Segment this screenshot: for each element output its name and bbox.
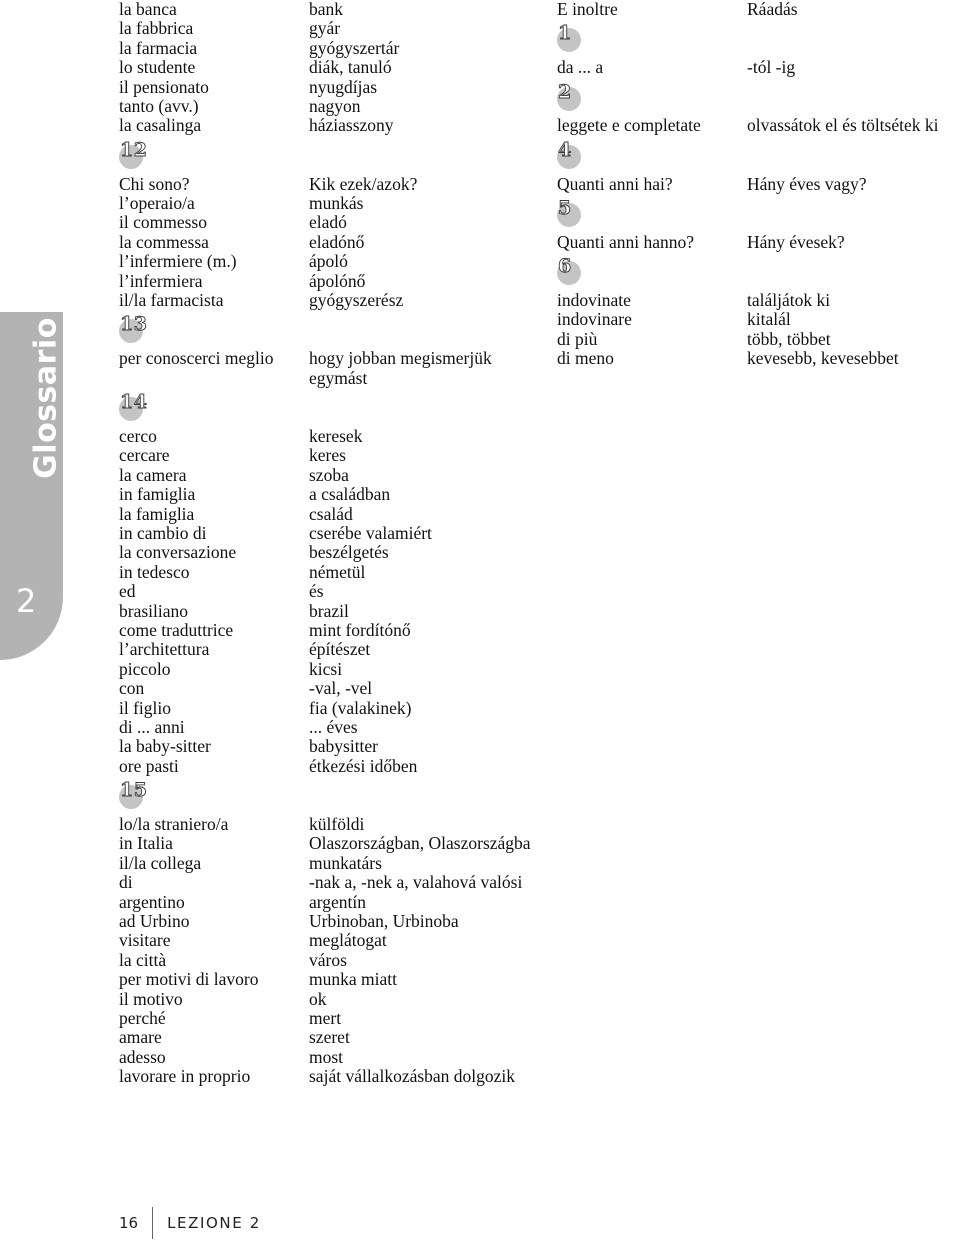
italian-term: lavorare in proprio [119, 1066, 251, 1087]
hungarian-translation: bank [309, 0, 344, 19]
hungarian-translation: ápolónő [309, 270, 366, 291]
hungarian-translation: meglátogat [309, 930, 387, 951]
hungarian-translation: szoba [309, 464, 349, 485]
hungarian-translation: babysitter [309, 736, 379, 757]
italian-term: in famiglia [119, 484, 196, 505]
hungarian-translation: Kik ezek/azok? [309, 173, 418, 194]
exercise-number-badge [119, 138, 148, 169]
glossary-entry [119, 640, 549, 659]
italian-term: la casalinga [119, 115, 202, 136]
italian-term: la farmacia [119, 37, 198, 58]
glossary-entry [557, 58, 957, 77]
glossary-column-left [119, 0, 549, 1087]
glossary-entry [119, 718, 549, 737]
glossary-entry [557, 330, 957, 349]
exercise-section [119, 136, 549, 175]
exercise-number-badge [557, 80, 581, 111]
hungarian-translation: város [309, 949, 347, 970]
glossary-entry [119, 621, 549, 640]
italian-term: di più [557, 328, 598, 349]
glossary-entry [557, 233, 957, 252]
exercise-number: 2 [558, 80, 572, 103]
hungarian-translation: Ráadás [747, 0, 798, 19]
exercise-number-badge [557, 255, 581, 285]
exercise-section [119, 310, 549, 349]
glossary-entry [119, 1048, 549, 1067]
glossary-entry [119, 699, 549, 718]
italian-term: per conoscerci meglio [119, 348, 274, 369]
glossary-entry [119, 272, 549, 291]
italian-term: l’infermiera [119, 270, 203, 291]
glossary-entry [119, 660, 549, 679]
glossary-entry [119, 427, 549, 446]
hungarian-translation: nyugdíjas [309, 76, 378, 97]
exercise-section [557, 78, 957, 117]
italian-term: indovinate [557, 290, 631, 311]
exercise-number-badge [119, 391, 148, 421]
italian-term: il pensionato [119, 76, 209, 97]
hungarian-translation: család [309, 503, 353, 524]
italian-term: lo studente [119, 57, 196, 78]
glossary-entry [557, 175, 957, 194]
italian-term: ore pasti [119, 755, 179, 776]
glossary-entry [119, 19, 549, 38]
italian-term: cerco [119, 425, 157, 446]
glossary-entry [119, 194, 549, 213]
italian-term: Quanti anni hanno? [557, 231, 695, 252]
glossary-column-right [557, 0, 957, 369]
glossary-entry [119, 252, 549, 271]
hungarian-translation: több, többet [747, 328, 831, 349]
italian-term: Chi sono? [119, 173, 190, 194]
glossary-entry [119, 524, 549, 543]
page-number: 16 [119, 1214, 139, 1232]
italian-term: Quanti anni hai? [557, 173, 673, 194]
exercise-section [119, 776, 549, 815]
glossary-entry [119, 815, 549, 834]
exercise-number-badge [557, 138, 581, 169]
hungarian-translation: mert [309, 1008, 342, 1029]
hungarian-translation: kitalál [747, 309, 791, 330]
hungarian-translation: munkás [309, 193, 364, 214]
italian-term: il figlio [119, 697, 172, 718]
exercise-number-badge [119, 779, 148, 809]
hungarian-translation: beszélgetés [309, 542, 389, 563]
hungarian-translation: argentín [309, 891, 367, 912]
glossary-entry [119, 854, 549, 873]
glossary-entry [119, 466, 549, 485]
italian-term: piccolo [119, 658, 171, 679]
italian-term: la commessa [119, 231, 209, 252]
exercise-number: 4 [558, 138, 572, 161]
glossary-entry [119, 1067, 549, 1086]
glossary-entry [119, 349, 549, 388]
exercise-number: 5 [558, 197, 572, 220]
glossary-entry [119, 990, 549, 1009]
italian-term: lo/la straniero/a [119, 814, 229, 834]
exercise-number-badge [119, 313, 148, 343]
glossary-entry [119, 873, 549, 892]
glossary-entry [119, 1028, 549, 1047]
exercise-section [557, 194, 957, 233]
italian-term: adesso [119, 1046, 166, 1067]
italian-term: in tedesco [119, 561, 190, 582]
glossary-entry [119, 0, 549, 19]
exercise-number: 1 [558, 22, 572, 45]
exercise-number: 12 [120, 138, 148, 161]
hungarian-translation: diák, tanuló [309, 57, 392, 78]
hungarian-translation: Urbinoban, Urbinoba [309, 911, 459, 932]
exercise-section [557, 252, 957, 291]
glossary-entry [119, 951, 549, 970]
glossary-entry [119, 834, 549, 853]
italian-term: la camera [119, 464, 187, 485]
glossary-entry [119, 912, 549, 931]
italian-term: il motivo [119, 988, 183, 1009]
italian-term: amare [119, 1027, 162, 1048]
hungarian-translation: nagyon [309, 96, 361, 117]
italian-term: indovinare [557, 309, 632, 330]
italian-term: E inoltre [557, 0, 618, 19]
hungarian-translation: mint fordítónő [309, 619, 411, 640]
italian-term: in cambio di [119, 522, 207, 543]
italian-term: con [119, 678, 145, 699]
hungarian-translation: háziasszony [309, 115, 394, 136]
hungarian-translation: külföldi [309, 814, 365, 834]
italian-term: la conversazione [119, 542, 237, 563]
hungarian-translation: -tól -ig [747, 57, 796, 78]
hungarian-translation: étkezési időben [309, 755, 418, 776]
glossary-entry [119, 58, 549, 77]
italian-term: in Italia [119, 833, 173, 854]
glossary-entry [119, 485, 549, 504]
italian-term: il/la collega [119, 852, 202, 873]
glossary-entry [119, 116, 549, 135]
hungarian-translation: -nak a, -nek a, valahová valósi [309, 872, 523, 893]
italian-term: da ... a [557, 57, 604, 78]
exercise-number: 13 [120, 313, 148, 336]
glossary-entry [119, 757, 549, 776]
italian-term: la fabbrica [119, 18, 194, 39]
hungarian-translation: olvassátok el és töltsétek ki [747, 115, 939, 136]
italian-term: per motivi di lavoro [119, 969, 259, 990]
glossary-entry [119, 291, 549, 310]
hungarian-translation: brazil [309, 600, 349, 621]
chapter-number: 2 [16, 582, 37, 620]
italian-term: di [119, 872, 133, 893]
glossary-entry [119, 505, 549, 524]
page-footer [119, 1206, 261, 1240]
hungarian-translation: gyógyszerész [309, 290, 404, 311]
hungarian-translation: fia (valakinek) [309, 697, 412, 718]
italian-term: argentino [119, 891, 185, 912]
glossary-entry [119, 1009, 549, 1028]
glossary-entry [119, 233, 549, 252]
italian-term: di ... anni [119, 716, 185, 737]
italian-term: il/la farmacista [119, 290, 224, 311]
exercise-number-badge [557, 22, 581, 52]
italian-term: la città [119, 949, 167, 970]
hungarian-translation: munka miatt [309, 969, 397, 990]
hungarian-translation: és [309, 581, 324, 602]
hungarian-translation: Olaszországban, Olaszországba [309, 833, 531, 854]
exercise-number: 15 [120, 779, 148, 802]
hungarian-translation: saját vállalkozásban dolgozik [309, 1066, 516, 1087]
hungarian-translation: -val, -vel [309, 678, 373, 699]
exercise-section [119, 388, 549, 427]
glossary-entry [119, 543, 549, 562]
glossary-entry [119, 737, 549, 756]
italian-term: la banca [119, 0, 177, 19]
hungarian-translation: ápoló [309, 251, 348, 272]
hungarian-translation: gyár [309, 18, 341, 39]
italian-term: visitare [119, 930, 171, 951]
glossary-entry [557, 310, 957, 329]
hungarian-translation: cserébe valamiért [309, 522, 432, 543]
italian-term: perché [119, 1008, 166, 1029]
hungarian-translation: keres [309, 445, 346, 466]
exercise-section [557, 136, 957, 175]
hungarian-translation: építészet [309, 639, 371, 660]
glossary-entry [557, 0, 957, 19]
hungarian-translation: Hány évesek? [747, 231, 845, 252]
glossary-entry [557, 349, 957, 368]
italian-term: tanto (avv.) [119, 96, 199, 117]
hungarian-translation: kicsi [309, 658, 343, 679]
glossary-entry [119, 970, 549, 989]
lesson-label: LEZIONE 2 [167, 1214, 261, 1232]
hungarian-translation: Hány éves vagy? [747, 173, 867, 194]
italian-term: come traduttrice [119, 619, 234, 640]
glossary-entry [557, 116, 957, 135]
italian-term: l’architettura [119, 639, 210, 660]
italian-term: leggete e completate [557, 115, 701, 136]
glossary-entry [119, 175, 549, 194]
hungarian-translation: eladó [309, 212, 347, 233]
hungarian-translation: munkatárs [309, 852, 382, 873]
exercise-number: 14 [120, 391, 148, 414]
glossary-entry [119, 602, 549, 621]
glossary-entry [119, 78, 549, 97]
footer-divider [152, 1207, 153, 1239]
italian-term: l’operaio/a [119, 193, 195, 214]
italian-term: il commesso [119, 212, 207, 233]
exercise-section [557, 19, 957, 58]
hungarian-translation: hogy jobban megismerjük egymást [309, 348, 492, 388]
hungarian-translation: szeret [309, 1027, 350, 1048]
exercise-number: 6 [558, 255, 572, 278]
hungarian-translation: eladónő [309, 231, 365, 252]
hungarian-translation: a családban [309, 484, 391, 505]
glossary-entry [119, 213, 549, 232]
italian-term: cercare [119, 445, 170, 466]
hungarian-translation: kevesebb, kevesebbet [747, 348, 899, 369]
glossary-entry [557, 291, 957, 310]
italian-term: ed [119, 581, 136, 602]
glossary-entry [119, 931, 549, 950]
glossary-entry [119, 39, 549, 58]
italian-term: di meno [557, 348, 614, 369]
hungarian-translation: ... éves [309, 716, 358, 737]
glossary-title-text: Glossario [28, 317, 64, 479]
italian-term: brasiliano [119, 600, 189, 621]
hungarian-translation: németül [309, 561, 366, 582]
glossary-entry [119, 582, 549, 601]
italian-term: la famiglia [119, 503, 195, 524]
hungarian-translation: keresek [309, 425, 363, 446]
hungarian-translation: találjátok ki [747, 290, 831, 311]
glossary-entry [119, 446, 549, 465]
italian-term: ad Urbino [119, 911, 190, 932]
glossary-entry [119, 97, 549, 116]
hungarian-translation: gyógyszertár [309, 37, 400, 58]
glossary-entry [119, 893, 549, 912]
hungarian-translation: most [309, 1046, 344, 1067]
glossary-entry [119, 563, 549, 582]
italian-term: l’infermiere (m.) [119, 251, 237, 272]
hungarian-translation: ok [309, 988, 327, 1009]
glossary-entry [119, 679, 549, 698]
exercise-number-badge [557, 197, 581, 227]
italian-term: la baby-sitter [119, 736, 211, 757]
